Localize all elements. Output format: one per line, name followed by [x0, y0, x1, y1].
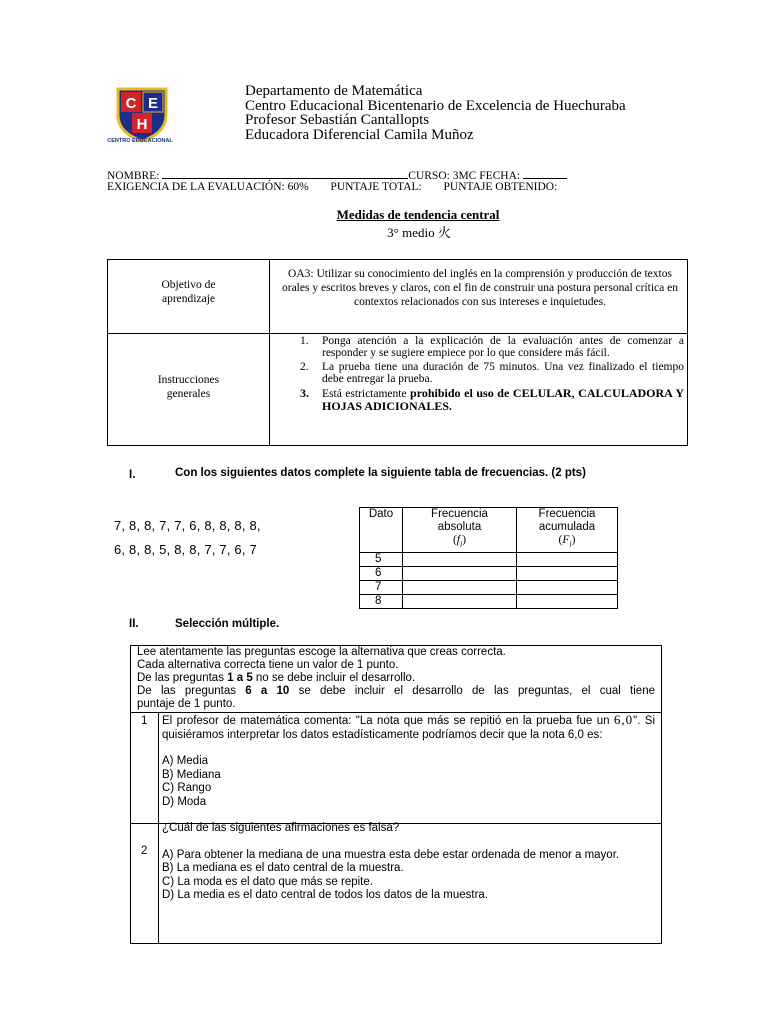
absoluta-input-cell[interactable]: [403, 567, 517, 581]
educator-line: Educadora Diferencial Camila Muñoz: [245, 126, 474, 143]
logo-letter-c: C: [125, 95, 137, 112]
section-1-numeral: I.: [129, 469, 136, 481]
question-2-number: 2: [141, 845, 148, 857]
question-2: [162, 822, 655, 903]
multiple-choice-table: [130, 645, 662, 944]
dato-cell: 8: [360, 595, 403, 609]
instructions-list: [283, 335, 684, 413]
dato-cell: 7: [360, 581, 403, 595]
logo-letter-e: E: [147, 95, 159, 112]
dato-cell: 5: [360, 553, 403, 567]
frequency-table: [359, 507, 618, 609]
page-subtitle: 3° medio 火: [387, 225, 451, 240]
question-1-option-d[interactable]: D) Moda: [162, 795, 207, 808]
section-2-numeral: II.: [129, 618, 139, 630]
acumulada-input-cell[interactable]: [517, 595, 618, 609]
header-lines: [245, 84, 626, 142]
question-2-prompt: ¿Cuál de las siguientes afirmaciones es falsa?: [162, 822, 400, 834]
instruction-item: 2. La prueba tiene una duración de 75 minutos. Una vez finalizado el tiempo debe entregar la prueba.: [300, 360, 684, 386]
instruction-item: 3. Está estrictamente prohibido el uso de CELULAR, CALCULADORA Y HOJAS ADICIONALES.: [300, 385, 684, 414]
nombre-field[interactable]: [162, 169, 408, 179]
curso-label: CURSO: 3MC FECHA:: [408, 170, 521, 182]
question-2-option-b[interactable]: B) La mediana es el dato central de la muestra.: [162, 862, 404, 874]
instructions-label: Instrucciones generales: [157, 374, 220, 400]
absoluta-input-cell[interactable]: [403, 581, 517, 595]
dato-cell: 6: [360, 567, 403, 581]
table-row: [360, 581, 618, 595]
data-values-line-1: 7, 8, 8, 7, 7, 6, 8, 8, 8, 8,: [114, 518, 261, 533]
department-line: Departamento de Matemática: [245, 83, 423, 99]
table-row: [360, 553, 618, 567]
acumulada-input-cell[interactable]: [517, 553, 618, 567]
page-title: Medidas de tendencia central: [336, 207, 500, 222]
question-1-math-value: 6,0: [613, 712, 634, 727]
instruction-item: 1. Ponga atención a la explicación de la evaluación antes de comenzar a responder y se sugiere empiece por lo que considere más fácil.: [300, 335, 684, 360]
question-2-option-a[interactable]: A) Para obtener la mediana de una muestra esta debe estar ordenada de menor a mayor.: [162, 848, 620, 861]
question-1-number: 1: [141, 715, 148, 727]
puntaje-obtenido-label: PUNTAJE OBTENIDO:: [443, 181, 558, 193]
school-line: Centro Educacional Bicentenario de Excelencia de Huechuraba: [245, 97, 626, 114]
table-row: [360, 595, 618, 609]
question-1: El profesor de matemática comenta: "La nota que más se repitió en la prueba fue un 6,0". Si quisiéramos interpretar los datos estadísticamente podríamos decir que la nota 6,0 es: A) Media B) Mediana C) Rango D) Moda: [162, 712, 656, 808]
teacher-line: Profesor Sebastián Cantallopts: [245, 112, 430, 129]
objective-text: OA3: Utilizar su conocimiento del inglés en la comprensión y producción de textos orales y escritos breves y claros, con el fin de construir una postura personal crítica en contextos relacionados con sus intereses e inquietudes.: [282, 268, 678, 308]
objectives-table: [107, 259, 688, 446]
absoluta-input-cell[interactable]: [403, 595, 517, 609]
table-row: [360, 567, 618, 581]
data-values-line-2: 6, 8, 8, 5, 8, 8, 7, 7, 6, 7: [114, 542, 257, 557]
objective-label: Objetivo de aprendizaje: [161, 279, 216, 305]
question-1-option-b[interactable]: B) Mediana: [162, 768, 221, 781]
section-2-title: Selección múltiple.: [175, 618, 280, 630]
question-1-option-a[interactable]: A) Media: [162, 755, 209, 767]
exigencia-text: EXIGENCIA DE LA EVALUACIÓN: 60%: [107, 181, 309, 193]
evaluation-line: [107, 181, 557, 193]
nombre-label: NOMBRE:: [107, 170, 160, 182]
acumulada-input-cell[interactable]: [517, 567, 618, 581]
question-2-option-d[interactable]: D) La media es el dato central de todos los datos de la muestra.: [162, 889, 489, 901]
header-dato: Dato: [360, 508, 403, 553]
logo-caption: CENTRO EDUCACIONAL: [107, 138, 173, 144]
logo-letter-h: H: [136, 116, 148, 133]
absoluta-input-cell[interactable]: [403, 553, 517, 567]
puntaje-total-label: PUNTAJE TOTAL:: [330, 181, 422, 193]
multiple-choice-instructions: Lee atentamente las preguntas escoge la alternativa que creas correcta. Cada alternativa correcta tiene un valor de 1 punto. De las preguntas 1 a 5 no se debe incluir el desarrollo. De las preguntas 6 a 10 se debe incluir el desarrollo de las preguntas, el cual tiene puntaje de 1 punto.: [137, 646, 655, 710]
header-frecuencia-acumulada: Frecuencia acumulada $(F_i)$: [517, 508, 618, 553]
question-1-option-c[interactable]: C) Rango: [162, 782, 212, 794]
question-2-option-c[interactable]: C) La moda es el dato que más se repite.: [162, 875, 373, 888]
fecha-field[interactable]: [523, 169, 567, 179]
header-frecuencia-absoluta: Frecuencia absoluta $(f_i)$: [403, 508, 517, 553]
section-1-prompt: Con los siguientes datos complete la siguiente tabla de frecuencias. (2 pts): [175, 467, 586, 479]
acumulada-input-cell[interactable]: [517, 581, 618, 595]
